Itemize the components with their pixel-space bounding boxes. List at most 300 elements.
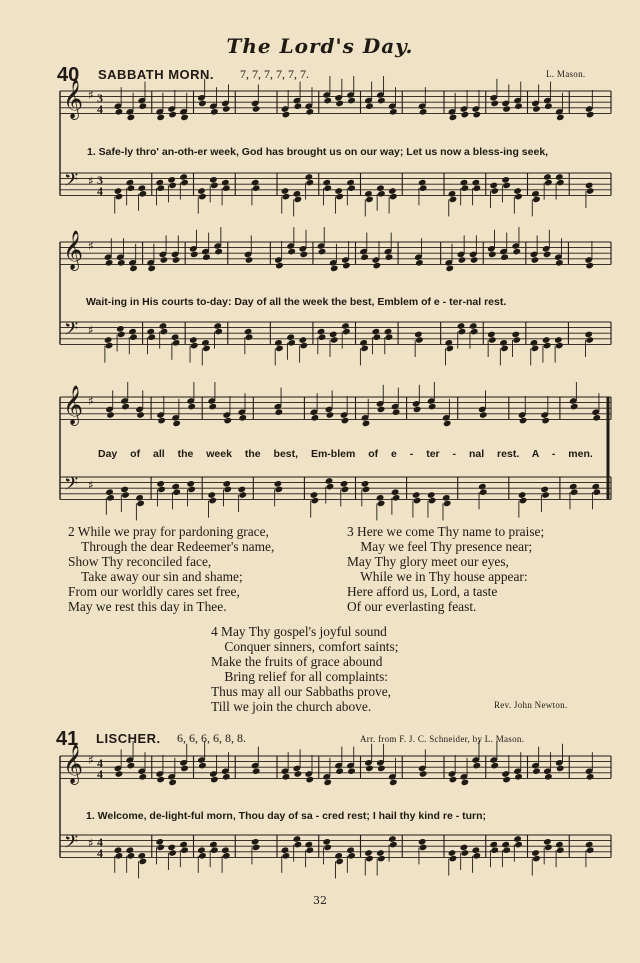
notehead — [371, 328, 380, 336]
notehead — [502, 105, 511, 113]
notehead — [136, 411, 145, 419]
notehead — [531, 256, 540, 264]
time-signature: 3 — [97, 91, 103, 105]
notehead — [389, 841, 398, 849]
notehead — [389, 193, 398, 201]
notehead — [223, 486, 232, 494]
time-signature: 3 — [97, 173, 103, 187]
notehead — [461, 849, 470, 857]
notehead — [318, 333, 327, 341]
notehead — [377, 190, 386, 198]
notehead — [136, 500, 145, 508]
notehead — [210, 846, 219, 854]
arranger-credit-41: Arr. from F. J. C. Schneider, by L. Mason. — [360, 734, 525, 744]
notehead — [488, 336, 497, 344]
notehead — [318, 248, 327, 256]
notehead — [105, 259, 114, 267]
notehead — [586, 187, 595, 195]
notehead — [121, 403, 130, 411]
notehead — [126, 846, 135, 854]
notehead — [222, 105, 231, 113]
notehead — [365, 196, 374, 204]
notehead — [501, 841, 510, 849]
notehead — [106, 411, 115, 419]
notehead — [115, 852, 124, 860]
notehead — [372, 262, 381, 270]
notehead — [384, 328, 393, 336]
notehead — [172, 256, 181, 264]
key-signature: ♯ — [88, 753, 94, 767]
bass-clef: 𝄢 — [64, 832, 79, 857]
notehead — [187, 403, 196, 411]
notehead — [531, 345, 540, 353]
notehead — [412, 491, 421, 499]
notehead — [137, 184, 146, 192]
notehead — [501, 176, 510, 184]
notehead — [311, 497, 320, 505]
notehead — [299, 336, 308, 344]
notehead — [388, 187, 397, 195]
notehead — [329, 331, 338, 339]
notehead — [419, 184, 428, 192]
notehead — [335, 767, 344, 775]
notehead — [555, 173, 564, 181]
notehead — [513, 187, 522, 195]
notehead — [586, 846, 595, 854]
notehead — [586, 111, 595, 119]
notehead — [531, 849, 540, 857]
notehead — [365, 102, 374, 110]
key-signature: ♯ — [88, 323, 94, 337]
verse-3: 3 Here we come Thy name to praise; May we feel Thy presence near; May Thy glory meet our eyes, While we in Thy house appear: Here afford us, Lord, a taste Of our everlasting feast. — [347, 524, 545, 615]
notehead — [499, 339, 508, 347]
notehead — [365, 765, 374, 773]
notehead — [198, 852, 207, 860]
notehead — [275, 345, 284, 353]
key-signature: ♯ — [88, 836, 94, 850]
notehead — [570, 403, 579, 411]
notehead — [187, 486, 196, 494]
notehead — [347, 184, 356, 192]
notehead — [428, 497, 437, 505]
notehead — [179, 841, 188, 849]
notehead — [222, 773, 231, 781]
notehead — [293, 190, 302, 198]
key-signature: ♯ — [88, 174, 94, 188]
notehead — [388, 835, 397, 843]
notehead — [209, 176, 218, 184]
notehead — [198, 100, 207, 108]
notehead — [544, 179, 553, 187]
notehead — [449, 776, 458, 784]
notehead — [127, 852, 136, 860]
notehead — [471, 846, 480, 854]
notehead — [461, 111, 470, 119]
notehead — [418, 838, 427, 846]
notehead — [294, 770, 303, 778]
notehead — [385, 333, 394, 341]
notehead — [156, 184, 165, 192]
notehead — [325, 477, 334, 485]
notehead — [347, 852, 356, 860]
notehead — [305, 108, 314, 116]
notehead — [304, 841, 313, 849]
notehead — [487, 331, 496, 339]
notehead — [238, 414, 247, 422]
notehead — [489, 182, 498, 190]
notehead — [586, 773, 595, 781]
notehead — [281, 187, 290, 195]
notehead — [282, 773, 291, 781]
notehead — [413, 497, 422, 505]
notehead — [512, 248, 521, 256]
notehead — [147, 333, 156, 341]
notehead — [330, 265, 339, 273]
notehead — [323, 97, 332, 105]
notehead — [347, 767, 356, 775]
notehead — [210, 182, 219, 190]
notehead — [168, 779, 177, 787]
time-signature: 4 — [97, 835, 103, 849]
notehead — [114, 187, 123, 195]
time-signature: 4 — [97, 184, 103, 198]
notehead — [172, 488, 181, 496]
notehead — [543, 838, 552, 846]
notehead — [168, 849, 177, 857]
time-signature: 4 — [97, 846, 103, 860]
notehead — [518, 491, 527, 499]
notehead — [171, 483, 180, 491]
notehead — [460, 844, 469, 852]
key-signature: ♯ — [88, 394, 94, 408]
notehead — [323, 844, 332, 852]
notehead — [156, 776, 165, 784]
notehead — [335, 193, 344, 201]
notehead — [160, 328, 169, 336]
notehead — [532, 105, 541, 113]
notehead — [138, 773, 147, 781]
treble-clef: 𝄞 — [63, 385, 84, 425]
notehead — [541, 491, 550, 499]
lyrics-line-3: Day of all the week the best, Em-blem of e - ter - nal rest. A - men. — [98, 448, 593, 460]
notehead — [189, 336, 198, 344]
notehead — [287, 248, 296, 256]
notehead — [214, 328, 223, 336]
notehead — [186, 480, 195, 488]
notehead — [391, 488, 400, 496]
notehead — [115, 108, 124, 116]
notehead — [138, 190, 147, 198]
notehead — [569, 483, 578, 491]
treble-clef: 𝄞 — [63, 744, 84, 784]
notehead — [120, 486, 129, 494]
notehead — [461, 184, 470, 192]
notehead — [472, 762, 481, 770]
notehead — [294, 841, 303, 849]
verse-4: 4 May Thy gospel's joyful sound Conquer sinners, comfort saints; Make the fruits of grace abound Bring relief for all complaints: Thus may all our Sabbaths prove, Till we join the church above. — [211, 624, 399, 715]
notehead — [115, 193, 124, 201]
notehead — [392, 494, 401, 502]
notehead — [157, 486, 166, 494]
notehead — [128, 328, 137, 336]
notehead — [555, 259, 564, 267]
notehead — [584, 331, 593, 339]
notehead — [202, 253, 211, 261]
lyrics-line-41-1: 1. Welcome, de-light-ful morn, Thou day of sa - cred rest; I hail thy kind re - turn; — [86, 810, 487, 822]
hymn-number-41: 41 — [56, 728, 79, 750]
bass-clef: 𝄢 — [64, 319, 79, 344]
notehead — [361, 480, 370, 488]
notehead — [555, 841, 564, 849]
notehead — [347, 97, 356, 105]
notehead — [346, 846, 355, 854]
bass-clef: 𝄢 — [64, 474, 79, 499]
notehead — [376, 184, 385, 192]
notehead — [445, 345, 454, 353]
notehead — [555, 342, 564, 350]
notehead — [251, 179, 260, 187]
notehead — [554, 336, 563, 344]
notehead — [541, 417, 550, 425]
tune-name-lischer: LISCHER. — [96, 731, 161, 746]
notehead — [171, 333, 180, 341]
notehead — [377, 406, 386, 414]
notehead — [472, 852, 481, 860]
notehead — [294, 102, 303, 110]
notehead — [159, 322, 168, 330]
notehead — [448, 849, 457, 857]
notehead — [252, 844, 261, 852]
notehead — [322, 838, 331, 846]
notehead — [167, 176, 176, 184]
notehead — [323, 184, 332, 192]
notehead — [105, 342, 114, 350]
notehead — [442, 494, 451, 502]
notehead — [585, 841, 594, 849]
notehead — [479, 411, 488, 419]
notehead — [322, 179, 331, 187]
notehead — [449, 114, 458, 122]
notehead — [360, 253, 369, 261]
notehead — [208, 497, 217, 505]
notehead — [556, 114, 565, 122]
notehead — [570, 488, 579, 496]
notehead — [129, 333, 138, 341]
notehead — [244, 328, 253, 336]
notehead — [326, 411, 335, 419]
notehead — [160, 256, 169, 264]
meter-41: 6, 6, 6, 6, 8, 8. — [177, 731, 246, 745]
notehead — [180, 765, 189, 773]
page-number: 32 — [313, 894, 327, 907]
notehead — [294, 196, 303, 204]
notehead — [117, 259, 126, 267]
notehead — [531, 190, 540, 198]
notehead — [512, 336, 521, 344]
notehead — [472, 111, 481, 119]
notehead — [221, 179, 230, 187]
notehead — [274, 480, 283, 488]
notehead — [458, 256, 467, 264]
notehead — [427, 491, 436, 499]
notehead — [114, 846, 123, 854]
notehead — [342, 328, 351, 336]
notehead — [385, 253, 394, 261]
notehead — [138, 858, 147, 866]
notehead — [201, 339, 210, 347]
time-signature: 4 — [97, 102, 103, 116]
bass-clef: 𝄢 — [64, 170, 79, 195]
notehead — [281, 846, 290, 854]
notehead — [346, 179, 355, 187]
notehead — [458, 328, 467, 336]
notehead — [471, 179, 480, 187]
notehead — [415, 259, 424, 267]
notehead — [544, 102, 553, 110]
notehead — [479, 488, 488, 496]
notehead — [115, 770, 124, 778]
notehead — [502, 182, 511, 190]
notehead — [490, 846, 499, 854]
notehead — [156, 480, 165, 488]
notehead — [275, 486, 284, 494]
notehead — [208, 403, 217, 411]
notehead — [245, 333, 254, 341]
notehead — [335, 858, 344, 866]
notehead — [490, 187, 499, 195]
notehead — [592, 414, 601, 422]
notehead — [591, 483, 600, 491]
notehead — [519, 497, 528, 505]
notehead — [428, 403, 437, 411]
time-signature: 4 — [97, 756, 103, 770]
notehead — [340, 480, 349, 488]
notehead — [542, 336, 551, 344]
notehead — [117, 331, 126, 339]
notehead — [127, 184, 136, 192]
notehead — [500, 345, 509, 353]
notehead — [514, 841, 523, 849]
notehead — [326, 483, 335, 491]
notehead — [180, 114, 189, 122]
notehead — [532, 767, 541, 775]
notehead — [127, 114, 136, 122]
lyrics-line-2: Wait-ing in His courts to-day: Day of all the week the best, Emblem of e - ter-nal rest. — [86, 296, 507, 308]
key-signature: ♯ — [88, 88, 94, 102]
verse-2: 2 While we pray for pardoning grace, Through the dear Redeemer's name, Show Thy reconciled face, Take away our sin and shame; From our worldly cares set free, May we rest this day in Thee. — [68, 524, 275, 615]
notehead — [210, 776, 219, 784]
notehead — [514, 773, 523, 781]
notehead — [138, 102, 147, 110]
notehead — [190, 342, 199, 350]
notehead — [490, 100, 499, 108]
notehead — [490, 762, 499, 770]
notehead — [342, 262, 351, 270]
notehead — [147, 265, 156, 273]
notehead — [449, 196, 458, 204]
notehead — [157, 417, 166, 425]
notehead — [252, 767, 261, 775]
notehead — [341, 417, 350, 425]
notehead — [168, 182, 177, 190]
notehead — [213, 322, 222, 330]
notehead — [282, 193, 291, 201]
key-signature: ♯ — [88, 239, 94, 253]
notehead — [443, 420, 452, 428]
notehead — [129, 265, 138, 273]
notehead — [300, 251, 309, 259]
notehead — [172, 339, 181, 347]
notehead — [198, 762, 207, 770]
notehead — [532, 196, 541, 204]
notehead — [274, 339, 283, 347]
notehead — [210, 108, 219, 116]
notehead — [209, 841, 218, 849]
notehead — [544, 844, 553, 852]
notehead — [275, 408, 284, 416]
notehead — [376, 849, 385, 857]
notehead — [305, 846, 314, 854]
notehead — [330, 336, 339, 344]
meter-40: 7, 7, 7, 7, 7, 7. — [240, 67, 309, 81]
notehead — [334, 187, 343, 195]
notehead — [514, 193, 523, 201]
notehead — [222, 184, 231, 192]
notehead — [470, 328, 479, 336]
lyrics-line-1: 1. Safe-ly thro' an-oth-er week, God has brought us on our way; Let us now a bless-ing seek, — [87, 146, 549, 158]
notehead — [146, 328, 155, 336]
treble-clef: 𝄞 — [63, 230, 84, 270]
treble-clef: 𝄞 — [63, 79, 84, 119]
notehead — [511, 331, 520, 339]
notehead — [444, 339, 453, 347]
notehead — [470, 256, 479, 264]
notehead — [198, 193, 207, 201]
notehead — [413, 406, 422, 414]
notehead — [469, 322, 478, 330]
notehead — [300, 342, 309, 350]
notehead — [488, 251, 497, 259]
notehead — [419, 844, 428, 852]
notehead — [377, 97, 386, 105]
notehead — [502, 846, 511, 854]
notehead — [104, 336, 113, 344]
notehead — [364, 849, 373, 857]
notehead — [362, 420, 371, 428]
notehead — [585, 182, 594, 190]
notehead — [335, 100, 344, 108]
notehead — [106, 494, 115, 502]
notehead — [222, 480, 231, 488]
notehead — [221, 846, 230, 854]
notehead — [376, 494, 385, 502]
notehead — [310, 491, 319, 499]
notehead — [472, 184, 481, 192]
author-credit: Rev. John Newton. — [494, 700, 568, 710]
notehead — [222, 852, 231, 860]
notehead — [282, 852, 291, 860]
key-signature: ♯ — [88, 478, 94, 492]
notehead — [286, 333, 295, 341]
notehead — [372, 333, 381, 341]
notehead — [415, 336, 424, 344]
notehead — [513, 835, 522, 843]
notehead — [461, 779, 470, 787]
notehead — [311, 414, 320, 422]
notehead — [156, 844, 165, 852]
notehead — [359, 339, 368, 347]
notehead — [168, 111, 177, 119]
